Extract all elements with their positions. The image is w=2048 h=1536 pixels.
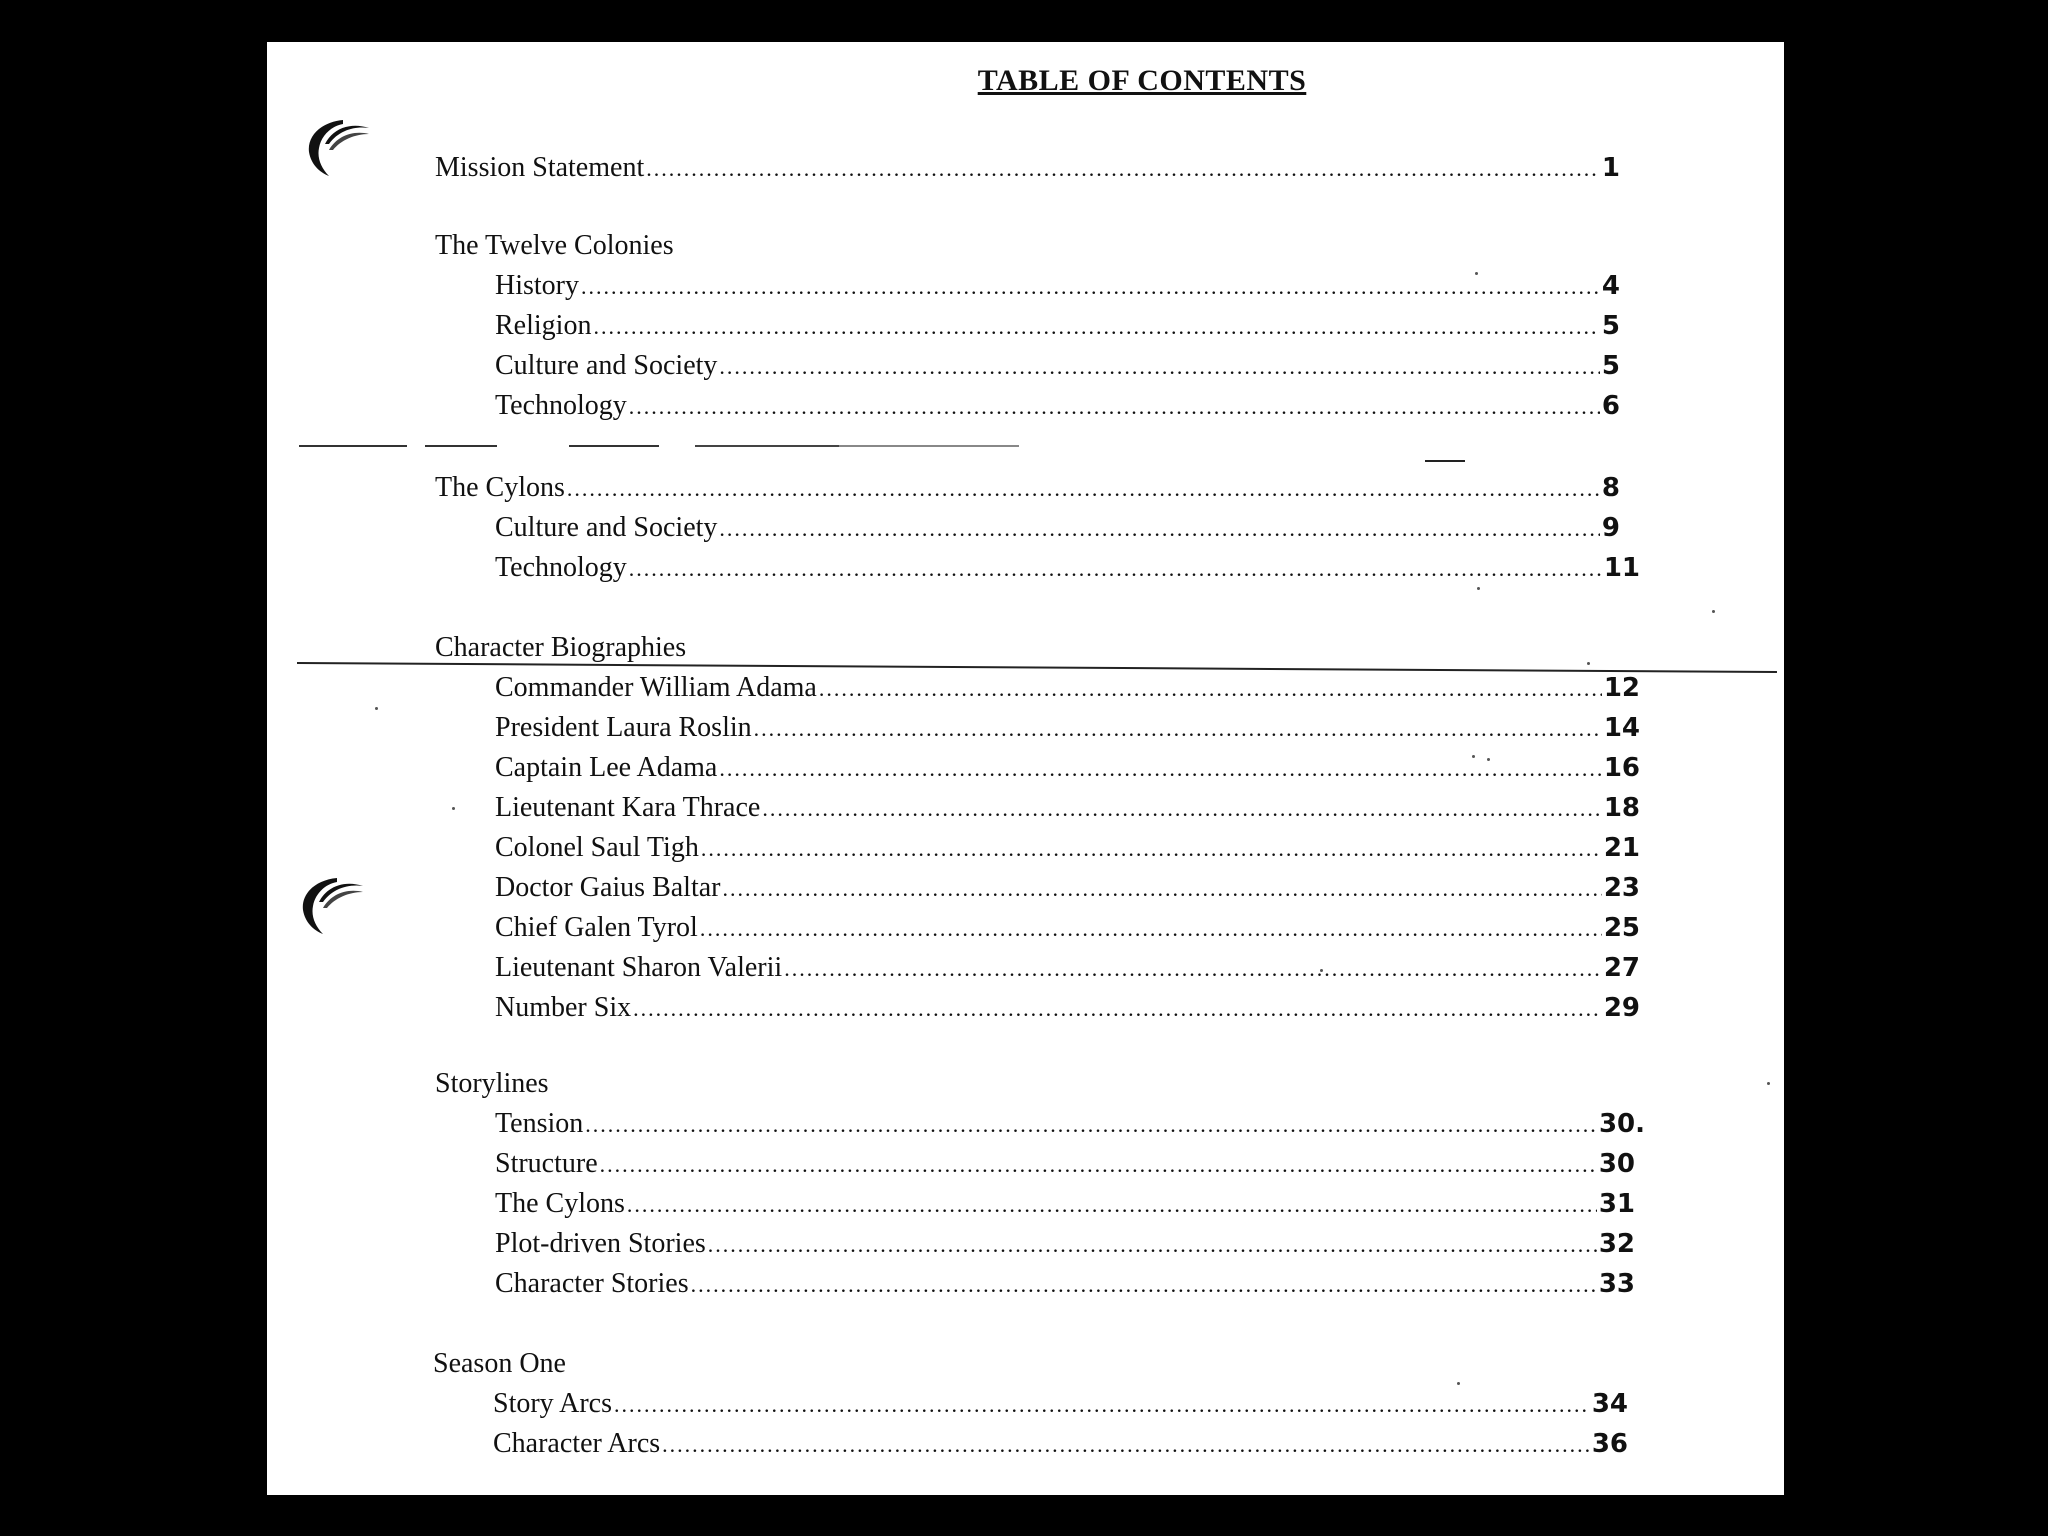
section-heading-storylines[interactable]: Storylines <box>435 1068 549 1099</box>
toc-entry[interactable] <box>495 1108 1645 1140</box>
scan-artifact-line <box>299 445 1199 447</box>
scan-speck <box>375 707 378 710</box>
toc-entry-label: The Cylons <box>495 1188 625 1219</box>
toc-entry[interactable] <box>495 792 1640 824</box>
toc-entry-label: History <box>495 270 579 301</box>
dot-leader <box>701 836 1602 862</box>
toc-entry[interactable] <box>493 1428 1628 1460</box>
toc-entry[interactable] <box>495 512 1620 544</box>
toc-entry-label: Colonel Saul Tigh <box>495 832 699 863</box>
crescent-swoosh-icon <box>303 114 373 178</box>
dot-leader <box>708 1232 1597 1258</box>
section-heading-season-one[interactable]: Season One <box>433 1348 566 1379</box>
toc-entry-page: 18 <box>1603 793 1640 823</box>
scan-speck <box>452 807 455 810</box>
crescent-swoosh-icon <box>297 872 367 936</box>
toc-entry-page: 11 <box>1603 553 1640 583</box>
toc-entry[interactable] <box>495 1268 1635 1300</box>
toc-entry-label: Chief Galen Tyrol <box>495 912 698 943</box>
toc-entry-label: The Cylons <box>435 472 565 503</box>
dot-leader <box>614 1392 1590 1418</box>
toc-entry-label: Character Stories <box>495 1268 689 1299</box>
toc-entry-page: 36 <box>1591 1429 1628 1459</box>
toc-entry[interactable] <box>495 270 1620 302</box>
toc-entry-page: 1 <box>1601 153 1620 183</box>
dot-leader <box>691 1272 1597 1298</box>
dot-leader <box>723 876 1602 902</box>
toc-entry-page: 12 <box>1603 673 1640 703</box>
dot-leader <box>646 156 1600 182</box>
toc-entry-page: 25 <box>1603 913 1640 943</box>
toc-entry-page: 34 <box>1591 1389 1628 1419</box>
dot-leader <box>567 476 1600 502</box>
toc-entry[interactable] <box>493 1388 1628 1420</box>
toc-entry-page: 21 <box>1603 833 1640 863</box>
dot-leader <box>700 916 1602 942</box>
toc-entry[interactable] <box>495 752 1640 784</box>
toc-entry[interactable] <box>495 1148 1635 1180</box>
dot-leader <box>719 516 1600 542</box>
toc-entry-the-cylons[interactable] <box>435 472 1620 504</box>
toc-entry-page: 32 <box>1598 1229 1635 1259</box>
toc-entry-label: Plot-driven Stories <box>495 1228 706 1259</box>
toc-entry-page: 33 <box>1598 1269 1635 1299</box>
toc-entry-label: Number Six <box>495 992 632 1023</box>
toc-entry-page: 6 <box>1601 391 1620 421</box>
toc-entry-label: Structure <box>495 1148 598 1179</box>
dot-leader <box>819 676 1602 702</box>
dot-leader <box>627 1192 1597 1218</box>
dot-leader <box>633 996 1602 1022</box>
toc-entry-page: 27 <box>1603 953 1640 983</box>
document-page <box>267 42 1784 1495</box>
toc-entry-label: Tension <box>495 1108 584 1139</box>
toc-entry[interactable] <box>495 1228 1635 1260</box>
toc-entry-label: Commander William Adama <box>495 672 817 703</box>
dot-leader <box>593 314 1599 340</box>
scan-speck <box>1767 1082 1770 1085</box>
toc-entry[interactable] <box>495 832 1640 864</box>
toc-entry-label: Lieutenant Sharon Valerii <box>495 952 783 983</box>
toc-entry[interactable] <box>495 952 1640 984</box>
scan-speck <box>1457 1382 1460 1385</box>
toc-entry-page: 5 <box>1601 311 1620 341</box>
dot-leader <box>762 796 1601 822</box>
section-heading-twelve-colonies[interactable]: The Twelve Colonies <box>435 230 674 261</box>
dot-leader <box>629 394 1600 420</box>
toc-entry-label: Character Arcs <box>493 1428 661 1459</box>
dot-leader <box>581 274 1600 300</box>
dot-leader <box>662 1432 1590 1458</box>
dot-leader <box>754 716 1602 742</box>
toc-entry[interactable] <box>495 672 1640 704</box>
toc-entry-page: 4 <box>1601 271 1620 301</box>
toc-entry-page: 31 <box>1598 1189 1635 1219</box>
toc-entry-page: 16 <box>1603 753 1640 783</box>
toc-entry-page: 9 <box>1601 513 1620 543</box>
toc-entry-label: Culture and Society <box>495 350 718 381</box>
toc-entry[interactable] <box>495 912 1640 944</box>
toc-entry-label: Technology <box>495 390 627 421</box>
toc-entry[interactable] <box>495 712 1640 744</box>
toc-entry-label: Story Arcs <box>493 1388 612 1419</box>
dot-leader <box>585 1112 1597 1138</box>
section-heading-character-biographies[interactable]: Character Biographies <box>435 632 687 663</box>
toc-entry-page: 30. <box>1598 1109 1645 1139</box>
toc-entry-page: 8 <box>1601 473 1620 503</box>
toc-entry[interactable] <box>495 552 1640 584</box>
dot-leader <box>719 354 1600 380</box>
toc-entry-label: Lieutenant Kara Thrace <box>495 792 761 823</box>
dot-leader <box>784 956 1602 982</box>
dot-leader <box>719 756 1601 782</box>
scan-speck <box>1587 662 1590 665</box>
toc-entry-label: Technology <box>495 552 627 583</box>
page-title: TABLE OF CONTENTS <box>977 64 1307 97</box>
toc-entry-page: 30 <box>1598 1149 1635 1179</box>
toc-entry-label: Mission Statement <box>435 152 645 183</box>
toc-entry-page: 29 <box>1603 993 1640 1023</box>
scan-speck <box>1477 587 1480 590</box>
toc-entry-label: President Laura Roslin <box>495 712 752 743</box>
toc-entry[interactable] <box>495 992 1640 1024</box>
toc-entry[interactable] <box>495 390 1620 422</box>
toc-entry[interactable] <box>495 872 1640 904</box>
dot-leader <box>600 1152 1597 1178</box>
dot-leader <box>629 556 1602 582</box>
toc-entry-page: 23 <box>1603 873 1640 903</box>
toc-entry[interactable] <box>495 350 1620 382</box>
toc-entry[interactable] <box>495 1188 1635 1220</box>
toc-entry-label: Doctor Gaius Baltar <box>495 872 721 903</box>
scan-speck <box>1712 610 1715 613</box>
toc-entry-label: Captain Lee Adama <box>495 752 718 783</box>
toc-entry-label: Religion <box>495 310 592 341</box>
toc-entry[interactable] <box>495 310 1620 342</box>
toc-entry-mission-statement[interactable] <box>435 152 1620 184</box>
scan-artifact-line <box>1425 460 1465 462</box>
toc-entry-label: Culture and Society <box>495 512 718 543</box>
toc-entry-page: 5 <box>1601 351 1620 381</box>
toc-entry-page: 14 <box>1603 713 1640 743</box>
